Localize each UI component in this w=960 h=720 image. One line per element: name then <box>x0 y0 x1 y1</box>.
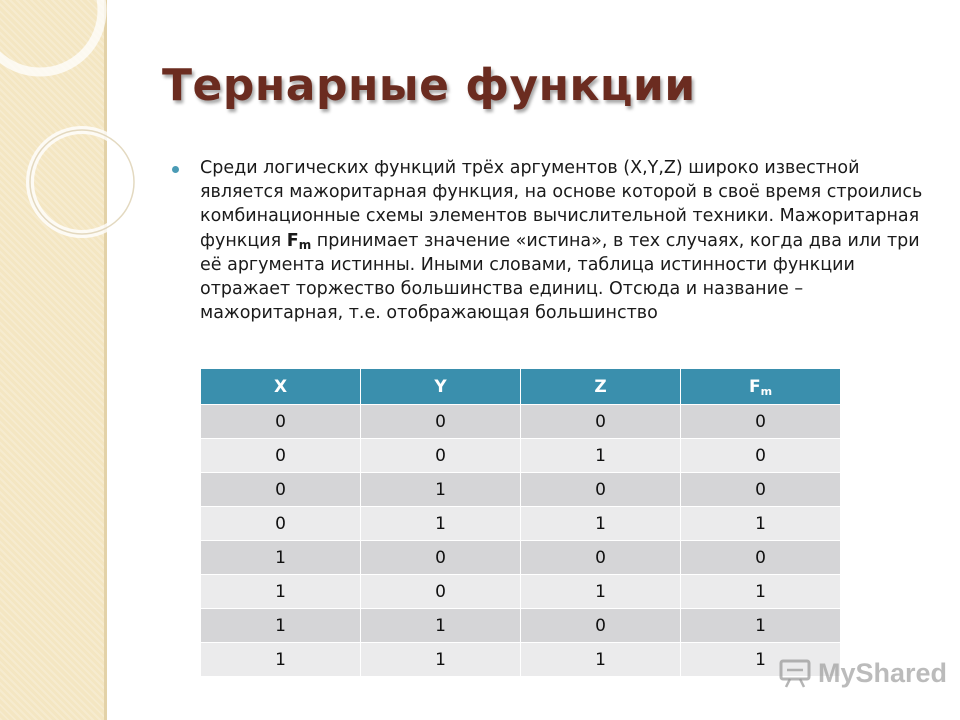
table-cell: 0 <box>361 405 521 439</box>
bullet-point <box>172 166 179 173</box>
table-cell: 0 <box>681 439 841 473</box>
header-y: Y <box>361 369 521 405</box>
table-cell: 1 <box>681 507 841 541</box>
function-letter: F <box>286 230 299 251</box>
presentation-board-icon <box>778 658 812 688</box>
table-cell: 0 <box>201 507 361 541</box>
header-x: X <box>201 369 361 405</box>
table-cell: 1 <box>681 643 841 677</box>
header-z: Z <box>521 369 681 405</box>
header-fm <box>681 369 841 405</box>
table-row <box>201 473 841 507</box>
table-row <box>201 541 841 575</box>
table-cell: 1 <box>361 507 521 541</box>
table-cell: 0 <box>201 405 361 439</box>
table-cell: 1 <box>361 473 521 507</box>
table-cell: 1 <box>681 575 841 609</box>
table-header-row <box>201 369 841 405</box>
description-paragraph <box>200 156 940 325</box>
table-cell: 0 <box>521 541 681 575</box>
table-cell: 0 <box>201 473 361 507</box>
table-cell: 1 <box>521 643 681 677</box>
table-cell: 0 <box>201 439 361 473</box>
table-cell: 1 <box>361 609 521 643</box>
table-cell: 0 <box>361 575 521 609</box>
paragraph-text-part2: принимает значение «истина», в тех случаях, когда два или три её аргумента истинны. Иными словами, таблица истинности функции отражает торжество большинства единиц. Отсюда и название – мажоритарная, т.е. отображающая большинство <box>200 230 920 324</box>
table-cell: 1 <box>201 575 361 609</box>
decorative-circles <box>0 0 180 300</box>
table-row <box>201 575 841 609</box>
table-cell: 1 <box>681 609 841 643</box>
table-cell: 0 <box>521 405 681 439</box>
table-cell: 0 <box>681 473 841 507</box>
table-row <box>201 507 841 541</box>
function-name <box>287 231 311 251</box>
table-row <box>201 609 841 643</box>
table-cell: 1 <box>201 643 361 677</box>
table-cell: 1 <box>201 609 361 643</box>
function-subscript: m <box>298 237 312 252</box>
table-row <box>201 405 841 439</box>
watermark-text: MyShared <box>818 657 948 688</box>
header-fm-letter: F <box>748 376 761 397</box>
table-cell: 0 <box>361 439 521 473</box>
header-fm-subscript: m <box>760 384 773 398</box>
table-cell: 0 <box>521 609 681 643</box>
table-cell: 0 <box>681 541 841 575</box>
table-cell: 1 <box>521 439 681 473</box>
watermark <box>778 656 947 690</box>
table-cell: 1 <box>201 541 361 575</box>
table-cell: 1 <box>361 643 521 677</box>
table-cell: 0 <box>521 473 681 507</box>
page-title: Тернарные функции <box>162 60 696 111</box>
paragraph-text-part1: Среди логических функций трёх аргументов (X,Y,Z) широко известной является мажоритарная функция, на основе которой в своё время строились комбинационные схемы элементов вычислительной техники. Мажоритарная функция <box>200 158 923 251</box>
table-row <box>201 643 841 677</box>
truth-table <box>200 368 841 677</box>
table-cell: 0 <box>361 541 521 575</box>
table-row <box>201 439 841 473</box>
table-cell: 0 <box>681 405 841 439</box>
table-cell: 1 <box>521 575 681 609</box>
table-cell: 1 <box>521 507 681 541</box>
